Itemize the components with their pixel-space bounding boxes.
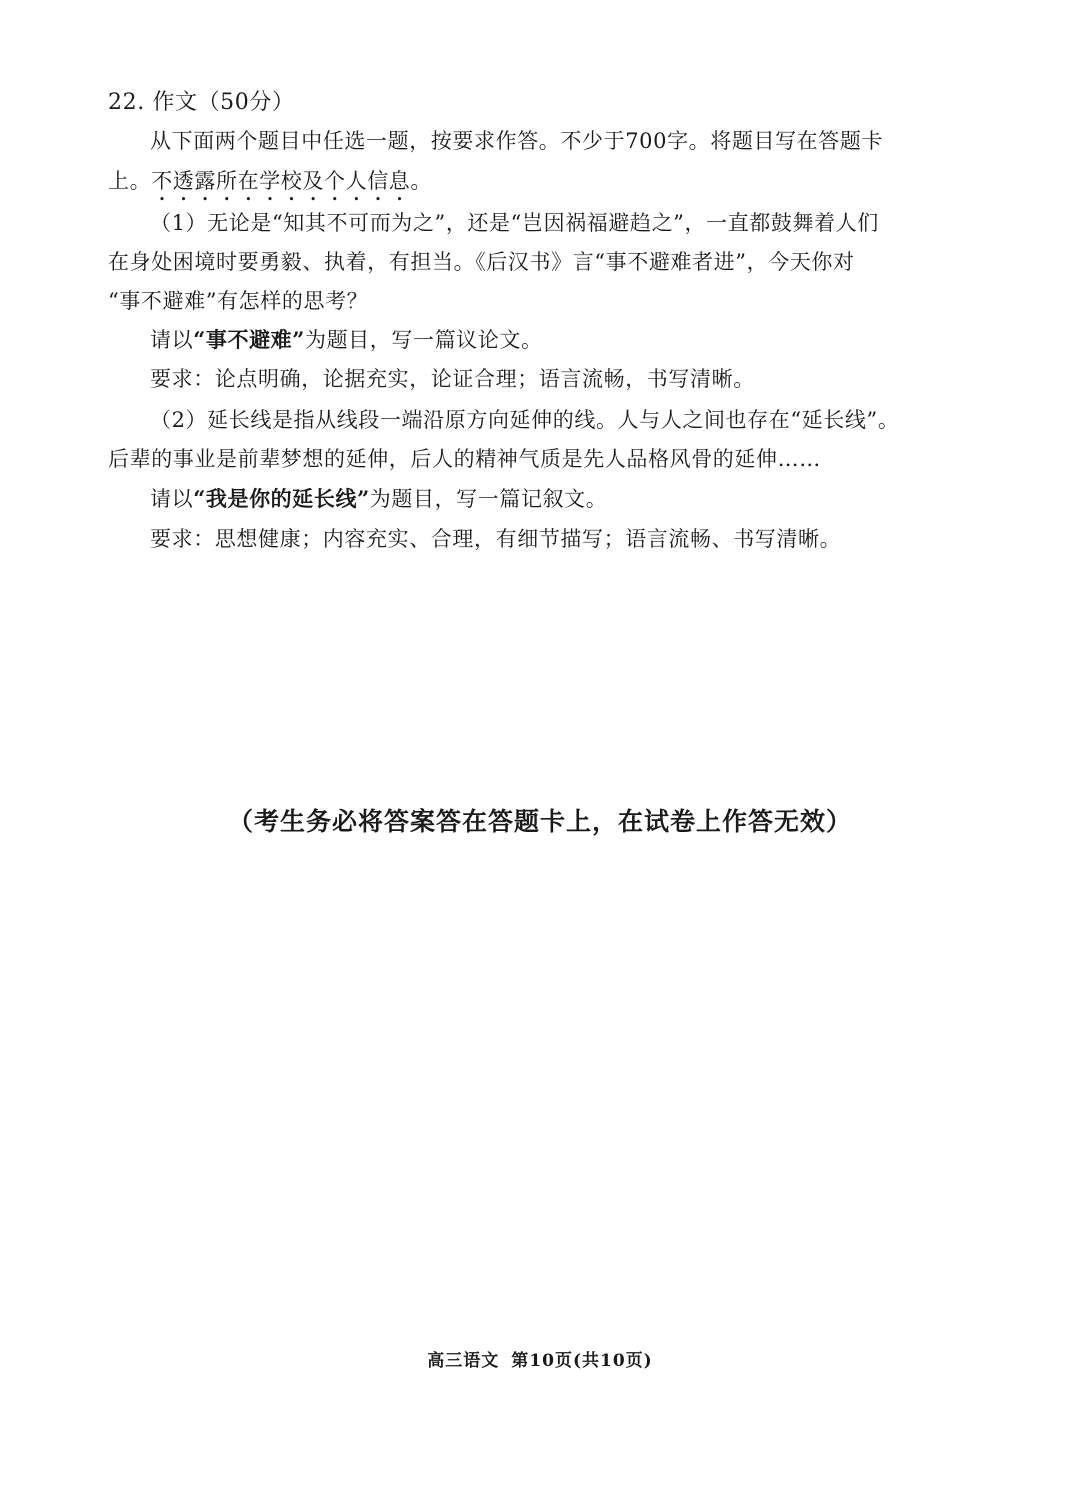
option1-line1: （1）无论是“知其不可而为之”，还是“岂因祸福避趋之”，一直都鼓舞着人们: [150, 211, 879, 235]
option1-prompt: [150, 325, 1000, 355]
option2-prompt: [150, 484, 1000, 514]
option1-prompt-b: 为题目，写一篇议论文。: [304, 328, 543, 352]
page-footer: [0, 1346, 1080, 1371]
option1-prompt-title: “事不避难”: [193, 327, 305, 352]
option2-line1: （2）延长线是指从线段一端沿原方向延伸的线。人与人之间也存在“延长线”。: [150, 408, 900, 432]
option2-requirement: 要求：思想健康；内容充实、合理，有细节描写；语言流畅、书写清晰。: [150, 527, 842, 551]
option1-line3: “事不避难”有怎样的思考？: [108, 289, 369, 313]
footer-page-number: 第10页(共10页): [511, 1351, 653, 1371]
option2-prompt-b: 为题目，写一篇记叙文。: [369, 487, 608, 511]
option2-line2: 后辈的事业是前辈梦想的延伸，后人的精神气质是先人品格风骨的延伸……: [108, 447, 821, 471]
option1-line2: 在身处困境时要勇毅、执着，有担当。《后汉书》言“事不避难者进”，今天你对: [108, 250, 855, 274]
option2-prompt-a: 请以: [150, 487, 194, 511]
intro-text-b: 。: [410, 169, 433, 193]
question-intro-line1: 从下面两个题目中任选一题，按要求作答。不少于700字。将题目写在答题卡: [150, 129, 884, 153]
intro-text-a: 上。: [108, 169, 152, 193]
question-title: 22. 作文（50分）: [108, 90, 295, 115]
question-intro-line2: [108, 166, 958, 206]
answer-notice: （考生务必将答案答在答题卡上，在试卷上作答无效）: [227, 807, 852, 836]
footer-subject: 高三语文: [427, 1351, 500, 1371]
option1-prompt-a: 请以: [150, 328, 194, 352]
option1-requirement: 要求：论点明确，论据充实，论证合理；语言流畅，书写清晰。: [150, 367, 755, 391]
option2-prompt-title: “我是你的延长线”: [193, 486, 370, 511]
intro-emphasized-text: 不透露所在学校及个人信息: [151, 169, 411, 193]
